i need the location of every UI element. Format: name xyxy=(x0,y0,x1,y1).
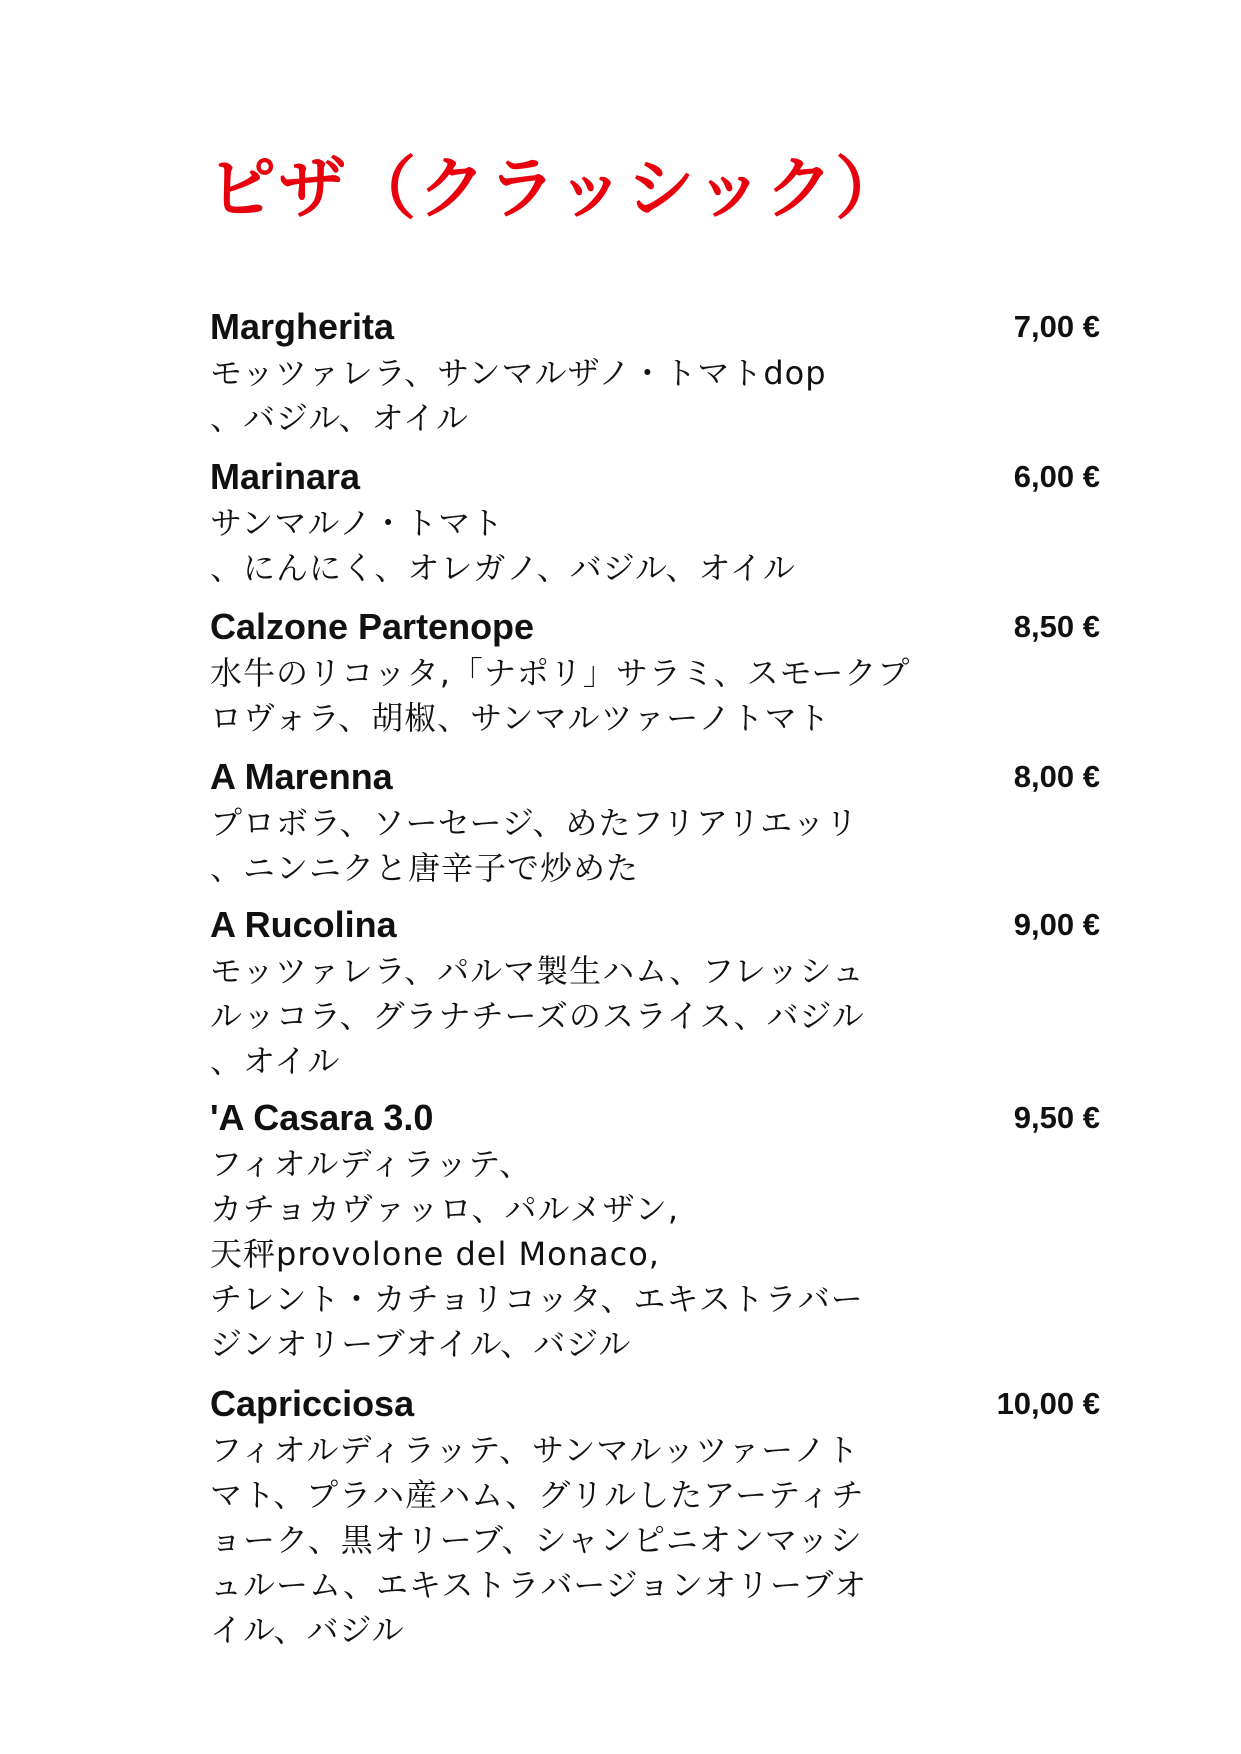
item-name: A Rucolina xyxy=(210,904,397,945)
description-line: ジンオリーブオイル、バジル xyxy=(210,1325,632,1363)
item-price: 8,00 € xyxy=(1013,759,1100,794)
description-line: 、ニンニクと唐辛子で炒めた xyxy=(210,849,640,887)
item-price: 7,00 € xyxy=(1013,309,1100,344)
description-line: モッツァレラ、サンマルザノ・トマトdop xyxy=(210,354,827,392)
description-line: イル、バジル xyxy=(210,1611,405,1649)
description-line: フィオルディラッテ、サンマルッツァーノト xyxy=(210,1431,860,1469)
description-line: プロボラ、ソーセージ、めたフリアリエッリ xyxy=(210,804,859,842)
item-name: 'A Casara 3.0 xyxy=(210,1097,434,1138)
description-line: カチョカヴァッロ、パルメザン, xyxy=(210,1190,680,1228)
description-line: 、バジル、オイル xyxy=(210,399,470,437)
item-name: Capricciosa xyxy=(210,1383,415,1424)
description-line: フィオルディラッテ、 xyxy=(210,1145,533,1183)
item-price: 10,00 € xyxy=(996,1386,1100,1421)
page-title: ピザ（クラッシック） xyxy=(208,150,906,229)
item-description xyxy=(210,501,940,591)
description-line: チレント・カチョリコッタ、エキストラバー xyxy=(210,1280,864,1318)
item-name: Margherita xyxy=(210,306,395,347)
description-line: 、オイル xyxy=(210,1042,341,1080)
description-line: ュルーム、エキストラバージョンオリーブオ xyxy=(210,1566,868,1604)
item-name: Calzone Partenope xyxy=(210,606,535,647)
item-description xyxy=(210,949,940,1084)
item-price: 8,50 € xyxy=(1013,609,1100,644)
description-line: ョーク、黒オリーブ、シャンピニオンマッシ xyxy=(210,1521,863,1559)
item-price: 9,50 € xyxy=(1013,1100,1100,1135)
item-description xyxy=(210,1428,940,1653)
description-line: 天秤provolone del Monaco, xyxy=(210,1235,660,1273)
item-description xyxy=(210,801,940,891)
item-name: A Marenna xyxy=(210,756,393,797)
item-price: 9,00 € xyxy=(1013,907,1100,942)
description-line: ルッコラ、グラナチーズのスライス、バジル xyxy=(210,997,865,1035)
description-line: マト、プラハ産ハム、グリルしたアーティチ xyxy=(210,1476,865,1514)
description-line: モッツァレラ、パルマ製生ハム、フレッシュ xyxy=(210,952,865,990)
description-line: サンマルノ・トマト xyxy=(210,504,505,542)
item-price: 6,00 € xyxy=(1013,459,1100,494)
description-line: ロヴォラ、胡椒、サンマルツァーノトマト xyxy=(210,699,831,737)
description-line: 水牛のリコッタ,「ナポリ」サラミ、スモークプ xyxy=(210,654,911,692)
item-name: Marinara xyxy=(210,456,361,497)
description-line: 、にんにく、オレガノ、バジル、オイル xyxy=(210,549,796,587)
item-description xyxy=(210,651,940,741)
item-description xyxy=(210,1142,940,1367)
item-description xyxy=(210,351,940,441)
